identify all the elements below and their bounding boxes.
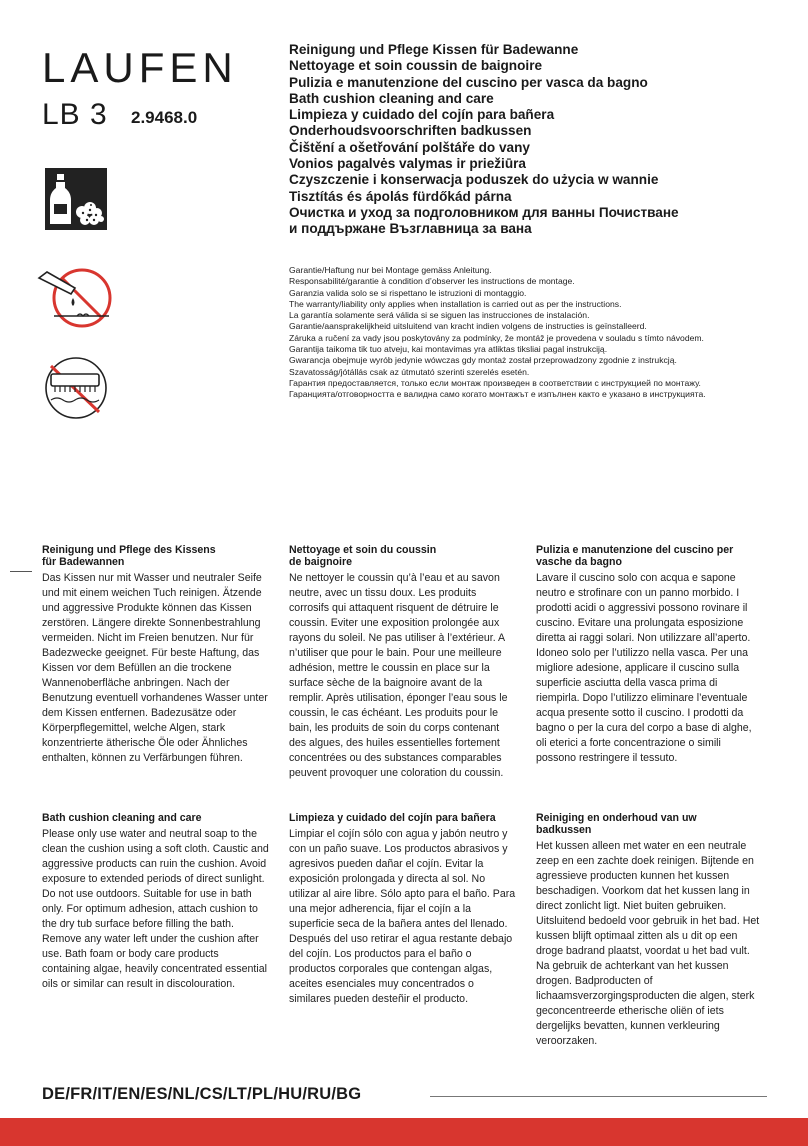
- section-it: [536, 544, 763, 766]
- title-pl: Czyszczenie i konserwacja poduszek do użycia w wannie: [289, 172, 659, 188]
- title-nl: Onderhoudsvoorschriften badkussen: [289, 123, 532, 139]
- section-es-title: Limpieza y cuidado del cojín para bañera: [289, 812, 496, 824]
- footer-accent-bar: [0, 1118, 808, 1146]
- warranty-cs: Záruka a ručení za vady jsou poskytovány za podmínky, že montáž je provedena v souladu s tímto návodem.: [289, 332, 704, 343]
- warranty-hu: Szavatosság/jótállás csak az útmutató szerinti szerelés esetén.: [289, 366, 530, 377]
- warranty-lt: Garantija taikoma tik tuo atveju, kai montavimas yra atliktas tiksliai pagal instrukciją.: [289, 344, 608, 355]
- section-nl-body: Het kussen alleen met water en een neutrale zeep en een zachte doek reinigen. Bijtende en agressieve producten kunnen het kussen beschadigen. Voorkom dat het kussen lang in direct zonlicht ligt. Niet buiten gebruiken. Uitsluitend bedoeld voor gebruik in het bad. Het kussen blijft optimaal zitten als u dit op een droge badrand plaatst, voordat u het bad vult. Na gebruik de achterkant van het kussen drogen. Badproducten of lichaamsverzorgingsproducten die algen, sterk geconcentreerde etherische oliën of iets dergelijks bevatten, kunnen verkleuring veroorzaken.: [536, 840, 760, 1047]
- section-en-body: Please only use water and neutral soap to the clean the cushion using a soft cloth. Caustic and aggressive products can ruin the cushion. Avoid exposure to extended periods of direct sunlight. Do not use outdoors. Suitable for use in bath only. For optimum adhesion, attach cushion to the dry tub surface before filling the bath. Remove any water left under the cushion after use. Bath foam or body care products containing algae, heavily concentrated essential oils or similar can result in discolouration.: [42, 828, 269, 990]
- section-de-title: Reinigung und Pflege des Kissens für Badewannen: [42, 544, 216, 568]
- warranty-bg: Гаранцията/отговорността е валидна само когато монтажът е изпълнен както е указано в инструкцията.: [289, 389, 706, 400]
- title-es: Limpieza y cuidado del cojín para bañera: [289, 107, 555, 123]
- section-nl: [536, 812, 763, 1049]
- title-it: Pulizia e manutenzione del cuscino per vasca da bagno: [289, 74, 648, 90]
- section-en-title: Bath cushion cleaning and care: [42, 812, 202, 824]
- section-it-body: Lavare il cuscino solo con acqua e sapone neutro e strofinare con un panno morbido. I prodotti acidi o aggressivi possono rovinare il cuscino. Evitare una prolungata esposizione diretta ai raggi solari. Non utilizzare all’aperto. Idoneo solo per l’utilizzo nella vasca. Per una migliore adesione, applicare il cuscino sulla superficie asciutta della vasca prima di riempirla. Dopo l’utilizzo eliminare l’eventuale acqua presente sotto il cuscino. I prodotti da bagno o per la cura del corpo a base di alghe, oli eterici a forte concentrazione o simili possono restringere il tessuto.: [536, 572, 752, 764]
- section-es-body: Limpiar el cojín sólo con agua y jabón neutro y con un paño suave. Los productos abrasivos y agresivos pueden dañar el cojín. Evitar la exposición prolongada y directa al sol. No utilizar al aire libre. Sólo apto para el baño. Para una mejor adherencia, fijar el cojín a la superficie seca de la bañera antes del llenado. Después del uso retirar el agua restante debajo del cojín. Los productos para el baño o productos corporales que contengan algas, aceites esenciales muy concentrados o similares pueden desteñir el producto.: [289, 828, 516, 1005]
- language-codes: DE/FR/IT/EN/ES/NL/CS/LT/PL/HU/RU/BG: [42, 1085, 362, 1103]
- no-scrubbing-brush-icon: [37, 352, 115, 422]
- multilingual-titles: [289, 42, 759, 238]
- warranty-it: Garanzia valida solo se si rispettano le istruzioni di montaggio.: [289, 287, 527, 298]
- title-fr: Nettoyage et soin coussin de baignoire: [289, 58, 543, 74]
- title-lt: Vonios pagalvės valymas ir priežiūra: [289, 156, 526, 172]
- laufen-logo: [42, 46, 282, 88]
- warranty-pl: Gwarancja obejmuje wyrób jedynie wówczas gdy montaż został przeprowadzony zgodnie z instrukcją.: [289, 355, 677, 366]
- cleaning-agents-icon: [45, 168, 107, 230]
- section-it-title: Pulizia e manutenzione del cuscino per vasche da bagno: [536, 544, 734, 568]
- part-number: 2.9468.0: [131, 108, 198, 127]
- section-fr: [289, 544, 516, 781]
- warranty-en: The warranty/liability only applies when installation is carried out as per the instructions.: [289, 298, 622, 309]
- section-de: [42, 544, 269, 766]
- no-aggressive-cleaner-icon: [37, 262, 115, 330]
- warranty-nl: Garantie/aansprakelijkheid uitsluitend van kracht indien volgens de instructies is geïnstalleerd.: [289, 321, 647, 332]
- title-hu: Tisztítás és ápolás fürdőkád párna: [289, 188, 512, 204]
- section-en: [42, 812, 269, 992]
- warranty-de: Garantie/Haftung nur bei Montage gemäss Anleitung.: [289, 265, 492, 275]
- warranty-es: La garantía solamente será válida si se siguen las instrucciones de instalación.: [289, 310, 590, 321]
- section-fr-title: Nettoyage et soin du coussin de baignoire: [289, 544, 437, 568]
- title-en: Bath cushion cleaning and care: [289, 90, 494, 106]
- brand-wordmark: LAUFEN: [42, 46, 238, 88]
- warranty-fr: Responsabilité/garantie à condition d’observer les instructions de montage.: [289, 276, 575, 287]
- warranty-ru: Гарантия предоставляется, только если монтаж произведен в соответствии с инструкцией по монтажу.: [289, 377, 701, 388]
- model-name: LB 3: [42, 98, 108, 131]
- title-cs: Čištění a ošetřování polštáře do vany: [289, 139, 530, 155]
- fold-marker: [10, 571, 32, 572]
- section-fr-body: Ne nettoyer le coussin qu’à l’eau et au savon neutre, avec un tissu doux. Les produits corrosifs qui attaquent risquent de détruire le coussin. Eviter une exposition prolongée aux rayons du soleil. Ne pas utiliser à l’extérieur. A n’utiliser que pour le bain. Pour une meilleure adhésion, mettre le coussin en place sur la surface sèche de la baignoire avant de la remplir. Après utilisation, éponger l’eau sous le coussin, le cas échéant. Les produits pour le bain, les produits de soin du corps contenant des algues, des huiles essentielles fortement concentrées ou des substances comparables peuvent provoquer une coloration du coussin.: [289, 572, 508, 779]
- title-de: Reinigung und Pflege Kissen für Badewanne: [289, 42, 579, 57]
- section-de-body: Das Kissen nur mit Wasser und neutraler Seife und mit einem weichen Tuch reinigen. Ätzende und aggressive Produkte können das Kissen zerstören. Längere direkte Sonnenbestrahlung vermeiden. Nicht im Freien benutzen. Nur für Badezwecke geeignet. Für beste Haftung, das Kissen vor dem Befüllen an die trockene Wannenoberfläche anbringen. Nach der Benutzung eventuell vorhandenes Wasser unter dem Kissen entfernen. Badezusätze oder Körperpflegemittel, welche Algen, stark konzentrierte ätherische Öle oder Ähnliches enthalten, können zu Verfärbungen führen.: [42, 572, 268, 764]
- language-rule: [430, 1096, 767, 1097]
- section-es: [289, 812, 516, 1007]
- warranty-notice: [289, 265, 759, 401]
- title-ru: Очистка и уход за подголовником для ванны Почистване: [289, 204, 679, 220]
- section-nl-title: Reiniging en onderhoud van uw badkussen: [536, 812, 697, 836]
- title-bg: и поддържане Възглавница за вана: [289, 221, 532, 237]
